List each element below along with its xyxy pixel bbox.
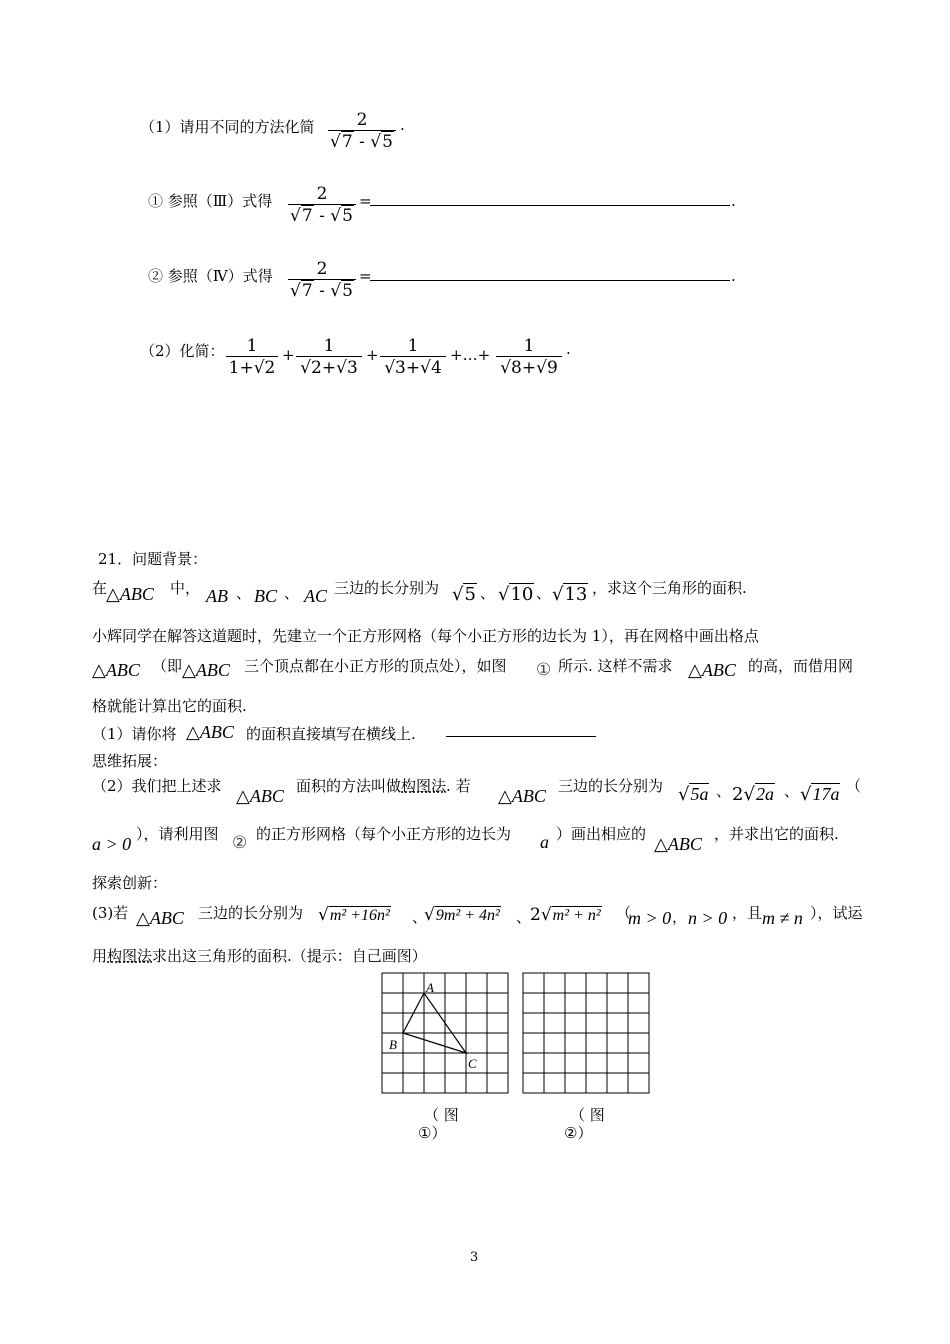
triangle-abc: △ABC [236, 786, 284, 806]
separator: 、 [516, 908, 532, 926]
triangle-abc: △ABC [182, 660, 230, 680]
condition-a: a > 0 [92, 834, 132, 854]
text: 中， [170, 579, 201, 597]
text: ），请利用图 [136, 825, 219, 843]
text: （2）我们把上述求 [92, 777, 222, 795]
length-sqrt17a: √17a [800, 784, 840, 805]
triangle-abc-shape [403, 993, 466, 1053]
sum-term-3: 1 √3+√4 [380, 336, 446, 379]
triangle-abc: △ABC [136, 908, 184, 928]
radical-2: √9m² + 4n² [424, 905, 500, 925]
vertex-b-label: B [389, 1037, 397, 1052]
figure1-caption: （ 图 [424, 1106, 459, 1124]
q20-item2-answer-line[interactable] [370, 280, 730, 281]
length-sqrt10: √10 [498, 584, 534, 605]
condition-mn: m ≠ n [762, 908, 803, 928]
q21-title: 21．问题背景： [98, 550, 208, 568]
figure2-ref: ② [232, 833, 248, 853]
text: 的高，而借用网 [748, 657, 854, 675]
text: 三边的长分别为 [198, 904, 304, 922]
figure2-caption: （ 图 [570, 1106, 605, 1124]
plus-sign: + [366, 346, 379, 364]
text: ）画出相应的 [556, 825, 647, 843]
segment-bc: BC [254, 586, 278, 606]
section-heading: 探索创新： [92, 874, 168, 892]
q20-period: . [400, 116, 405, 134]
variable-a: a [540, 832, 549, 852]
text: （即 [152, 657, 183, 675]
q20-item2-period: . [731, 267, 736, 285]
triangle-abc: △ABC [186, 722, 234, 742]
condition-m: m > 0 [628, 908, 672, 928]
length-2sqrt2a: 2√2a [732, 784, 774, 805]
text: ），试运 [810, 904, 863, 922]
length-sqrt5: √5 [452, 584, 476, 605]
text: (3)若 [92, 904, 129, 922]
segment-ac: AC [304, 586, 328, 606]
figure1-grid [381, 972, 511, 1094]
figure2-grid[interactable] [522, 972, 652, 1094]
q20-item2-fraction: 2 √7 - √5 [288, 259, 356, 302]
vertex-c-label: C [468, 1056, 477, 1071]
sum-term-last: 1 √8+√9 [496, 336, 562, 379]
segment-ab: AB [206, 586, 228, 606]
ellipsis: +…+ [450, 346, 491, 364]
q20-item1-answer-line[interactable] [370, 205, 730, 206]
text: （ [846, 777, 862, 795]
separator: 、 [716, 782, 732, 800]
text: ，且 [732, 904, 763, 922]
figure2-caption: ②） [564, 1124, 593, 1142]
q20-fraction: 2 √7 - √5 [328, 110, 396, 153]
length-sqrt5a: √5a [678, 784, 709, 805]
length-sqrt13: √13 [552, 584, 588, 605]
separator: 、 [284, 584, 300, 602]
text: ，求这个三角形的面积. [592, 579, 747, 597]
text: 小辉同学在解答这道题时，先建立一个正方形网格（每个小正方形的边长为 1），再在网格中画出格点 [92, 627, 759, 645]
condition-n: n > 0 [688, 908, 728, 928]
q20-item1-label: ① 参照（Ⅲ）式得 [148, 192, 273, 210]
text: 所示. 这样不需求 [558, 657, 673, 675]
q20-item1-equals: = [359, 192, 372, 210]
q20-part2-label: （2）化简： [140, 342, 225, 360]
sum-term-2: 1 √2+√3 [296, 336, 362, 379]
separator: 、 [784, 782, 800, 800]
area-answer-line[interactable] [446, 736, 596, 737]
triangle-abc: △ABC [498, 786, 546, 806]
text: ，并求出它的面积. [714, 825, 839, 843]
vertex-a-label: A [426, 980, 434, 995]
sum-term-1: 1 1+√2 [226, 336, 278, 379]
page-number: 3 [470, 1250, 479, 1265]
q20-item1-fraction: 2 √7 - √5 [288, 184, 356, 227]
text: 用构图法求出这三角形的面积.（提示：自己画图） [92, 947, 427, 965]
section-heading: 思维拓展： [92, 752, 168, 770]
text: 的正方形网格（每个小正方形的边长为 [256, 825, 512, 843]
separator: 、 [480, 584, 496, 602]
q20-part2-period: . [566, 340, 571, 358]
triangle-abc: △ABC [654, 834, 702, 854]
text: （ [616, 904, 632, 922]
q20-item2-equals: = [359, 267, 372, 285]
triangle-abc: △ABC [92, 660, 140, 680]
q20-item1-period: . [731, 192, 736, 210]
separator: 、 [412, 908, 428, 926]
grid-lines [523, 973, 649, 1093]
plus-sign: + [282, 346, 295, 364]
q20-item2-label: ② 参照（Ⅳ）式得 [148, 267, 273, 285]
separator: 、 [536, 584, 552, 602]
text: 格就能计算出它的面积. [92, 697, 247, 715]
separator: 、 [236, 584, 252, 602]
text: （1）请你将 [92, 725, 177, 743]
triangle-abc: △ABC [688, 660, 736, 680]
text: 在 [92, 579, 108, 597]
text: 的面积直接填写在横线上. [246, 725, 416, 743]
text: 三个顶点都在小正方形的顶点处），如图 [244, 657, 507, 675]
triangle-abc: △ABC [106, 584, 154, 604]
radical-1: √m² +16n² [318, 905, 390, 925]
text: ， [672, 908, 688, 926]
text: 三边的长分别为 [334, 579, 440, 597]
figure1-caption: ①） [418, 1124, 447, 1142]
text: 面积的方法叫做构图法. 若 [296, 777, 471, 795]
text: 三边的长分别为 [558, 777, 664, 795]
radical-3: 2√m² + n² [530, 905, 601, 925]
grid-lines [382, 973, 508, 1093]
figure1-ref: ① [536, 660, 552, 680]
q20-part1-label: （1）请用不同的方法化简 [140, 118, 315, 136]
